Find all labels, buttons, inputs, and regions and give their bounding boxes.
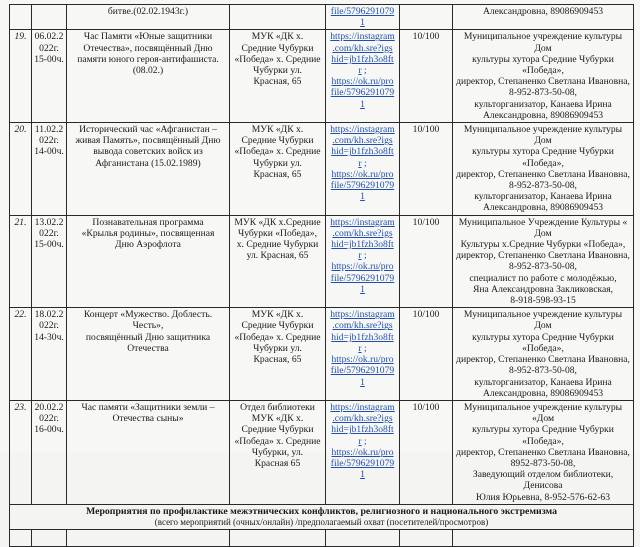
- date-line: 06.02.2: [34, 31, 64, 43]
- date-cell: [32, 215, 67, 308]
- table-row: [10, 123, 634, 216]
- event-name-line: Отечества», посвящённый Дню: [83, 42, 213, 54]
- row-number: 23.: [10, 400, 32, 504]
- responsible-cell: [453, 400, 634, 504]
- social-link[interactable]: hid=jb1fzh3o8ft: [331, 424, 394, 436]
- responsible-line: директор, Степаненко Светлана Ивановна,: [456, 250, 630, 262]
- social-link[interactable]: https://ok.ru/pro: [331, 76, 394, 88]
- date-line: 022г.: [39, 413, 59, 425]
- empty-cell: [230, 530, 326, 547]
- empty-cell: [326, 530, 400, 547]
- place-cell: [230, 215, 326, 308]
- social-link[interactable]: https://instagram: [330, 309, 395, 321]
- place-line: Чубурки ул.: [253, 157, 302, 169]
- social-link[interactable]: r: [358, 65, 362, 77]
- event-name-text: битве.(02.02.1943г.): [107, 6, 189, 17]
- event-name-cell: [67, 308, 230, 401]
- table-row: [10, 308, 634, 401]
- place-line: Средние Чубурки: [241, 42, 314, 54]
- responsible-line: директор, Степаненко Светлана Ивановна,: [456, 168, 630, 180]
- section-subtitle: (всего мероприятий (очных/онлайн) /предполагаемый охват (посетителей/просмотров): [154, 516, 489, 527]
- place-cell: [230, 308, 326, 401]
- place-line: Чубурки ул.: [253, 65, 302, 77]
- event-name-line: Афганистана (15.02.1989): [95, 157, 201, 169]
- social-link[interactable]: hid=jb1fzh3o8ft: [331, 239, 394, 251]
- table-row: [10, 215, 634, 308]
- place-line: Чубурки ул.: [253, 342, 302, 354]
- social-link[interactable]: .com/kh.sre?igs: [332, 135, 393, 147]
- responsible-line: 8-952-873-50-08,: [509, 87, 577, 99]
- section-header-row: [10, 504, 634, 529]
- social-link[interactable]: file/5796291079: [330, 180, 395, 192]
- responsible-text: Александровна, 89086909453: [482, 6, 604, 17]
- place-line: ул. Красная, 65: [246, 250, 309, 262]
- responsible-line: культуры хутора Средние Чубурки «Победа»,: [472, 424, 614, 447]
- place-line: Красная, 65: [253, 168, 302, 180]
- link-cell: [326, 5, 400, 30]
- coverage-cell: 10/100: [400, 400, 453, 504]
- event-name-cell: [67, 5, 230, 30]
- date-cell: [32, 123, 67, 216]
- separator: ;: [361, 342, 367, 354]
- event-name-cell: [67, 400, 230, 504]
- responsible-cell: [453, 30, 634, 123]
- num-cell: [10, 5, 32, 30]
- link-cell: [326, 308, 400, 401]
- event-name-line: «Крылья родины», посвященная: [81, 227, 215, 239]
- empty-cell: [453, 530, 634, 547]
- event-name-line: живая Память», посвящённый Дню: [75, 135, 221, 147]
- place-line: х. Средние Чубурки: [236, 239, 319, 251]
- row-number: 20.: [10, 123, 32, 216]
- event-name-line: Концерт «Мужество. Доблесть.: [83, 309, 213, 321]
- date-cell: [32, 30, 67, 123]
- event-name-cell: [67, 30, 230, 123]
- responsible-line: директор, Степаненко Светлана Ивановна,: [456, 446, 630, 458]
- empty-cell: [32, 530, 67, 547]
- responsible-cell: [453, 308, 634, 401]
- place-line: Средние Чубурки: [241, 424, 314, 436]
- event-name-line: (08.02.): [132, 65, 164, 77]
- responsible-line: Муниципальное Учреждение Культуры « Дом: [458, 216, 628, 239]
- date-line: 14-30ч.: [34, 331, 64, 343]
- place-line: Чубурки «Победа»,: [238, 227, 317, 239]
- social-link[interactable]: https://ok.ru/pro: [331, 446, 394, 458]
- responsible-line: специалист по работе с молодёжью,: [469, 272, 617, 284]
- empty-cell: [10, 530, 32, 547]
- place-line: Отдел библиотеки: [240, 401, 315, 413]
- date-cell: [32, 5, 67, 30]
- separator: ;: [361, 157, 367, 169]
- place-line: Средние Чубурки: [241, 135, 314, 147]
- event-name-line: памяти юного героя-антифашиста.: [77, 53, 219, 65]
- section-title: Мероприятия по профилактике межэтнических конфликтов, религиозного и национального экстремизма: [85, 505, 558, 517]
- social-link[interactable]: file/5796291079: [330, 87, 395, 99]
- responsible-line: 8-918-598-93-15: [510, 295, 576, 307]
- responsible-line: Муниципальное учреждение культуры Дом: [463, 309, 623, 332]
- social-link[interactable]: r: [358, 342, 362, 354]
- social-link[interactable]: .com/kh.sre?igs: [332, 227, 393, 239]
- separator: ;: [361, 250, 367, 262]
- responsible-line: Яна Александровна Закликовская,: [472, 283, 614, 295]
- coverage-cell: 10/100: [400, 30, 453, 123]
- link-text[interactable]: file/5796291079: [330, 6, 395, 17]
- place-cell: [230, 123, 326, 216]
- place-line: МУК «ДК х.: [251, 31, 304, 43]
- date-cell: [32, 400, 67, 504]
- responsible-line: директор, Степаненко Светлана Ивановна,: [456, 354, 630, 366]
- event-name-line: посвящённый Дню защитника: [85, 331, 211, 343]
- event-name-line: Час Памяти «Юные защитники: [83, 31, 213, 43]
- coverage-cell: 10/100: [400, 308, 453, 401]
- coverage-cell: 10/100: [400, 123, 453, 216]
- responsible-line: директор, Степаненко Светлана Ивановна,: [456, 76, 630, 88]
- event-name-line: Познавательная программа: [92, 216, 204, 228]
- social-link[interactable]: hid=jb1fzh3o8ft: [331, 331, 394, 343]
- events-table: [9, 4, 634, 547]
- social-link[interactable]: .com/kh.sre?igs: [332, 320, 393, 332]
- responsible-line: Александровна, 89086909453: [482, 387, 604, 399]
- date-line: 022г.: [39, 320, 59, 332]
- place-line: Красная, 65: [253, 76, 302, 88]
- event-name-line: Честь»,: [132, 320, 164, 332]
- date-cell: [32, 308, 67, 401]
- date-line: 022г.: [39, 227, 59, 239]
- place-line: «Победа» х. Средние: [234, 435, 321, 447]
- empty-row: [10, 530, 634, 547]
- separator: ;: [361, 435, 367, 447]
- date-line: 022г.: [39, 42, 59, 54]
- social-link[interactable]: https://instagram: [330, 401, 395, 413]
- date-line: 11.02.2: [34, 124, 64, 136]
- responsible-line: культуры хутора Средние Чубурки «Победа»,: [472, 146, 614, 169]
- place-line: Чубурки, ул.: [251, 446, 304, 458]
- link-cell: [326, 215, 400, 308]
- place-line: МУК «ДК х.: [251, 309, 304, 321]
- social-link[interactable]: file/5796291079: [330, 365, 395, 377]
- link-cell: [326, 30, 400, 123]
- empty-cell: [400, 530, 453, 547]
- date-line: 18.02.2: [34, 309, 64, 321]
- place-cell: [230, 5, 326, 30]
- event-name-line: вывода советских войск из: [93, 146, 203, 158]
- responsible-line: Заведующий отделом библиотеки, Денисова: [472, 469, 614, 492]
- responsible-cell: [453, 215, 634, 308]
- section-header-cell: [10, 504, 634, 529]
- event-name-cell: [67, 123, 230, 216]
- social-link[interactable]: https://instagram: [330, 216, 395, 228]
- responsible-line: культуры хутора Средние Чубурки «Победа»,: [472, 331, 614, 354]
- link-text[interactable]: 1: [360, 17, 365, 29]
- social-link[interactable]: file/5796291079: [330, 457, 395, 469]
- separator: ;: [361, 65, 367, 77]
- social-link[interactable]: hid=jb1fzh3o8ft: [331, 146, 394, 158]
- responsible-line: культорганизатор, Канаева Ирина: [474, 191, 612, 203]
- date-line: 20.02.2: [34, 401, 64, 413]
- link-cell: [326, 123, 400, 216]
- place-line: «Победа» х. Средние: [234, 53, 321, 65]
- event-name-line: Отечества: [127, 342, 169, 354]
- social-link[interactable]: .com/kh.sre?igs: [332, 42, 393, 54]
- date-line: 15-00ч.: [34, 53, 64, 65]
- social-link[interactable]: 1: [360, 98, 365, 110]
- event-name-cell: [67, 215, 230, 308]
- place-line: МУК «ДК х.: [251, 413, 304, 425]
- social-link[interactable]: 1: [360, 469, 365, 481]
- responsible-line: 8-952-873-50-08,: [509, 365, 577, 377]
- social-link[interactable]: 1: [360, 191, 365, 203]
- responsible-line: Муниципальное учреждение культуры Дом: [463, 124, 623, 147]
- date-line: 14-00ч.: [34, 146, 64, 158]
- place-line: Красная 65: [254, 457, 301, 469]
- place-cell: [230, 400, 326, 504]
- social-link[interactable]: r: [358, 250, 362, 262]
- place-cell: [230, 30, 326, 123]
- event-name-line: Отечества сыны»: [112, 413, 184, 425]
- social-link[interactable]: https://ok.ru/pro: [331, 261, 394, 273]
- responsible-line: Муниципальное учреждение культуры «Дом: [463, 401, 623, 425]
- responsible-cell: [453, 123, 634, 216]
- social-link[interactable]: r: [358, 157, 362, 169]
- link-cell: [326, 400, 400, 504]
- table-row: [10, 400, 634, 504]
- place-line: «Победа» х. Средние: [234, 331, 321, 343]
- place-line: Красная, 65: [253, 354, 302, 366]
- coverage-cell: [400, 5, 453, 30]
- social-link[interactable]: https://instagram: [330, 31, 395, 43]
- place-line: МУК «ДК х.Средние: [234, 216, 321, 228]
- social-link[interactable]: https://ok.ru/pro: [331, 168, 394, 180]
- table-row: [10, 30, 634, 123]
- place-line: МУК «ДК х.: [251, 124, 304, 136]
- row-number: 21.: [10, 215, 32, 308]
- responsible-line: Культуры х.Средние Чубурки «Победа»,: [460, 239, 626, 251]
- event-name-line: Час памяти «Защитники земли –: [81, 401, 215, 413]
- event-name-line: Исторический час «Афганистан –: [79, 124, 217, 136]
- coverage-cell: 10/100: [400, 215, 453, 308]
- responsible-line: Муниципальное учреждение культуры Дом: [463, 31, 623, 54]
- responsible-line: Александровна, 89086909453: [482, 109, 604, 121]
- social-link[interactable]: file/5796291079: [330, 272, 395, 284]
- date-line: 16-00ч.: [34, 424, 64, 436]
- responsible-line: культорганизатор, Канаева Ирина: [474, 98, 612, 110]
- date-line: 13.02.2: [34, 216, 64, 228]
- row-number: 19.: [10, 30, 32, 123]
- place-line: «Победа» х. Средние: [234, 146, 321, 158]
- social-link[interactable]: hid=jb1fzh3o8ft: [331, 53, 394, 65]
- event-name-line: Дню Аэрофлота: [115, 239, 181, 251]
- date-line: 15-00ч.: [34, 239, 64, 251]
- social-link[interactable]: 1: [360, 283, 365, 295]
- responsible-line: 8952-873-50-08,: [510, 457, 576, 469]
- empty-cell: [67, 530, 230, 547]
- responsible-line: 8-952-873-50-08,: [509, 180, 577, 192]
- social-link[interactable]: 1: [360, 376, 365, 388]
- responsible-line: культуры хутора Средние Чубурки «Победа»,: [472, 53, 614, 77]
- row-number: 22.: [10, 308, 32, 401]
- social-link[interactable]: .com/kh.sre?igs: [332, 413, 393, 425]
- social-link[interactable]: r: [358, 435, 362, 447]
- responsible-line: Юлия Юрьевна, 8-952-576-62-63: [475, 491, 611, 503]
- social-link[interactable]: https://ok.ru/pro: [331, 354, 394, 366]
- table-row-continued: [10, 5, 634, 30]
- responsible-cell: [453, 5, 634, 30]
- responsible-line: 8-952-873-50-08,: [509, 261, 577, 273]
- social-link[interactable]: https://instagram: [330, 124, 395, 136]
- responsible-line: культорганизатор, Канаева Ирина: [474, 376, 612, 388]
- place-line: Средние Чубурки: [241, 320, 314, 332]
- date-line: 022г.: [39, 135, 59, 147]
- responsible-line: Александровна, 89086909453: [482, 202, 604, 214]
